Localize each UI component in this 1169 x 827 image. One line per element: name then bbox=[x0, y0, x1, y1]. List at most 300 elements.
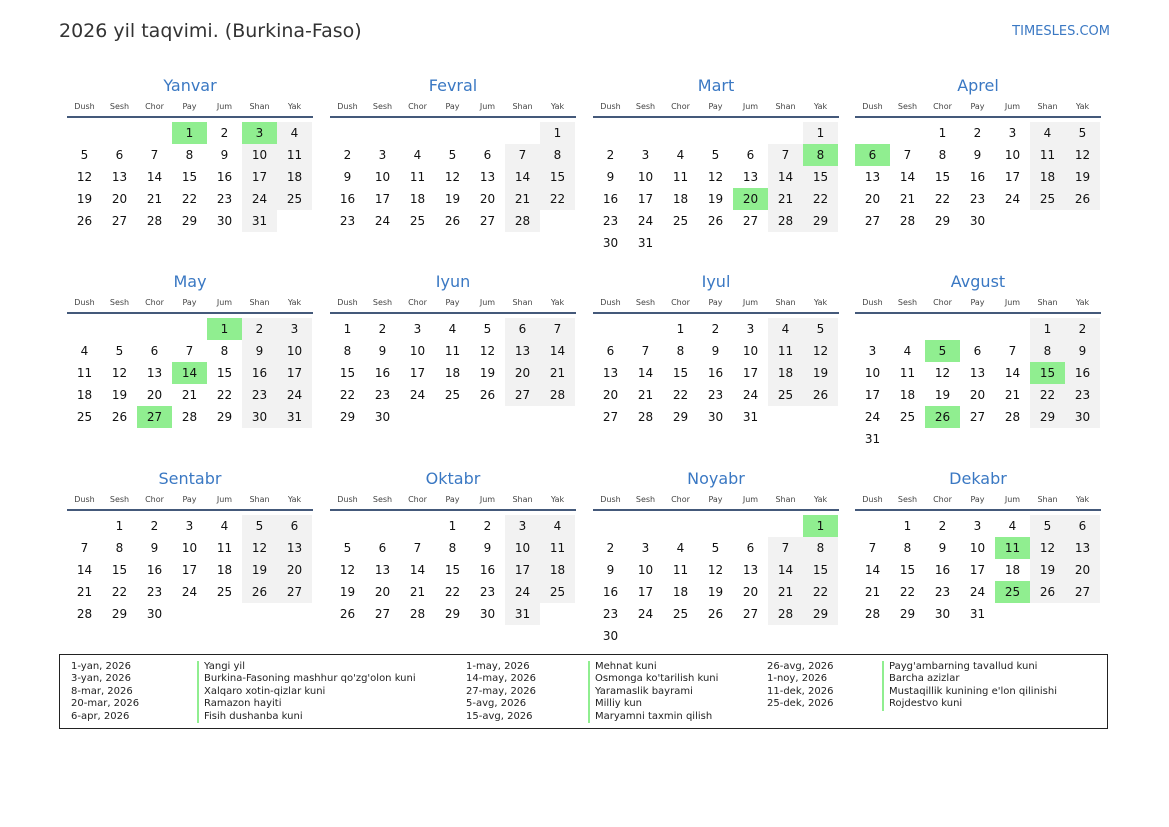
weekday-label: Pay bbox=[970, 298, 985, 307]
day-cell: 18 bbox=[76, 388, 93, 402]
day-cell: 3 bbox=[242, 122, 277, 144]
day-cell: 7 bbox=[1008, 344, 1017, 358]
weekday-label: Yak bbox=[813, 298, 828, 307]
day-cell: 1 bbox=[115, 519, 124, 533]
day-cell: 17 bbox=[1004, 170, 1021, 184]
holiday-name: Yaramaslik bayrami bbox=[588, 686, 693, 698]
day-cell: 17 bbox=[637, 585, 654, 599]
day-cell: 24 bbox=[409, 388, 426, 402]
month-name: Iyun bbox=[435, 272, 471, 291]
day-cell: 17 bbox=[864, 388, 881, 402]
day-cell: 8 bbox=[903, 541, 912, 555]
holiday-name: Mustaqillik kunining e'lon qilinishi bbox=[882, 686, 1057, 698]
day-cell: 17 bbox=[969, 563, 986, 577]
day-cell: 3 bbox=[641, 148, 650, 162]
day-cell: 24 bbox=[1004, 192, 1021, 206]
month-name: Mart bbox=[697, 76, 735, 95]
weekday-label: Yak bbox=[287, 495, 302, 504]
day-cell: 5 bbox=[711, 148, 720, 162]
day-cell: 19 bbox=[339, 585, 356, 599]
day-cell: 16 bbox=[146, 563, 163, 577]
weekday-label: Dush bbox=[337, 102, 358, 111]
day-cell: 16 bbox=[374, 366, 391, 380]
weekday-label: Dush bbox=[862, 495, 883, 504]
day-cell: 23 bbox=[242, 384, 277, 406]
day-cell: 11 bbox=[540, 537, 575, 559]
day-cell: 9 bbox=[938, 541, 947, 555]
weekday-label: Shan bbox=[1037, 298, 1058, 307]
day-cell: 31 bbox=[277, 406, 312, 428]
weekday-label: Jum bbox=[742, 102, 759, 111]
day-cell: 19 bbox=[1030, 559, 1065, 581]
day-cell: 13 bbox=[146, 366, 163, 380]
holiday-name: Barcha azizlar bbox=[882, 673, 959, 685]
weekday-label: Dush bbox=[600, 102, 621, 111]
day-cell: 12 bbox=[707, 563, 724, 577]
weekday-label: Pay bbox=[182, 102, 197, 111]
day-cell: 9 bbox=[711, 344, 720, 358]
day-cell: 27 bbox=[374, 607, 391, 621]
day-cell: 3 bbox=[641, 541, 650, 555]
day-cell: 17 bbox=[242, 166, 277, 188]
day-cell: 6 bbox=[746, 148, 755, 162]
day-cell: 9 bbox=[973, 148, 982, 162]
day-cell: 4 bbox=[413, 148, 422, 162]
weekday-label: Yak bbox=[813, 495, 828, 504]
day-cell: 6 bbox=[150, 344, 159, 358]
day-cell: 28 bbox=[899, 214, 916, 228]
day-cell: 29 bbox=[1030, 406, 1065, 428]
month-name: Iyul bbox=[701, 272, 731, 291]
day-cell: 16 bbox=[479, 563, 496, 577]
weekday-label: Sesh bbox=[372, 102, 393, 111]
day-cell: 17 bbox=[374, 192, 391, 206]
holiday-name: Yangi yil bbox=[197, 661, 245, 673]
weekday-label: Chor bbox=[145, 102, 164, 111]
day-cell: 24 bbox=[374, 214, 391, 228]
day-cell: 25 bbox=[216, 585, 233, 599]
day-cell: 29 bbox=[672, 410, 689, 424]
day-cell: 20 bbox=[374, 585, 391, 599]
holiday-name: Xalqaro xotin-qizlar kuni bbox=[197, 686, 325, 698]
day-cell: 3 bbox=[378, 148, 387, 162]
day-cell: 10 bbox=[242, 144, 277, 166]
brand-link[interactable]: TIMESLES.COM bbox=[1012, 24, 1110, 39]
day-cell: 1 bbox=[343, 322, 352, 336]
weekday-label: Shan bbox=[512, 298, 533, 307]
weekday-label: Chor bbox=[671, 102, 690, 111]
day-cell: 16 bbox=[216, 170, 233, 184]
weekday-label: Chor bbox=[933, 102, 952, 111]
day-cell: 19 bbox=[479, 366, 496, 380]
day-cell: 26 bbox=[479, 388, 496, 402]
day-cell: 8 bbox=[343, 344, 352, 358]
day-cell: 1 bbox=[1030, 318, 1065, 340]
day-cell: 14 bbox=[768, 559, 803, 581]
holiday-name: Osmonga ko'tarilish kuni bbox=[588, 673, 718, 685]
day-cell: 6 bbox=[277, 515, 312, 537]
weekday-label: Sesh bbox=[635, 298, 656, 307]
month-name: Oktabr bbox=[425, 469, 481, 488]
day-cell: 13 bbox=[277, 537, 312, 559]
day-cell: 30 bbox=[602, 236, 619, 250]
day-cell: 7 bbox=[641, 344, 650, 358]
day-cell: 10 bbox=[637, 170, 654, 184]
day-cell: 18 bbox=[1030, 166, 1065, 188]
day-cell: 29 bbox=[803, 210, 838, 232]
month-name: Noyabr bbox=[687, 469, 745, 488]
day-cell: 3 bbox=[185, 519, 194, 533]
day-cell: 6 bbox=[746, 541, 755, 555]
day-cell: 27 bbox=[479, 214, 496, 228]
weekday-header bbox=[330, 294, 576, 314]
weekday-header bbox=[855, 491, 1101, 511]
day-cell: 14 bbox=[540, 340, 575, 362]
weekday-label: Jum bbox=[742, 298, 759, 307]
day-cell: 29 bbox=[934, 214, 951, 228]
day-cell: 3 bbox=[746, 322, 755, 336]
weekday-label: Shan bbox=[512, 495, 533, 504]
day-cell: 9 bbox=[220, 148, 229, 162]
day-cell: 31 bbox=[505, 603, 540, 625]
day-cell: 26 bbox=[339, 607, 356, 621]
day-cell: 2 bbox=[220, 126, 229, 140]
day-cell: 21 bbox=[181, 388, 198, 402]
weekday-label: Sesh bbox=[635, 495, 656, 504]
weekday-label: Jum bbox=[216, 102, 233, 111]
day-cell: 2 bbox=[606, 148, 615, 162]
weekday-label: Yak bbox=[287, 298, 302, 307]
weekday-label: Pay bbox=[708, 495, 723, 504]
day-cell: 20 bbox=[1065, 559, 1100, 581]
day-cell: 10 bbox=[637, 563, 654, 577]
day-cell: 14 bbox=[899, 170, 916, 184]
day-cell: 2 bbox=[606, 541, 615, 555]
day-cell: 18 bbox=[672, 192, 689, 206]
day-cell: 2 bbox=[150, 519, 159, 533]
weekday-header bbox=[855, 98, 1101, 118]
day-cell: 15 bbox=[803, 559, 838, 581]
holiday-date: 27-may, 2026 bbox=[466, 685, 536, 697]
day-cell: 8 bbox=[803, 144, 838, 166]
day-cell: 29 bbox=[339, 410, 356, 424]
day-cell: 29 bbox=[216, 410, 233, 424]
day-cell: 8 bbox=[115, 541, 124, 555]
day-cell: 10 bbox=[1004, 148, 1021, 162]
day-cell: 19 bbox=[803, 362, 838, 384]
day-cell: 21 bbox=[637, 388, 654, 402]
day-cell: 25 bbox=[76, 410, 93, 424]
weekday-header bbox=[593, 294, 839, 314]
day-cell: 16 bbox=[602, 585, 619, 599]
day-cell: 12 bbox=[111, 366, 128, 380]
weekday-label: Sesh bbox=[897, 495, 918, 504]
month-fevral bbox=[330, 74, 576, 228]
day-cell: 10 bbox=[742, 344, 759, 358]
weekday-label: Dush bbox=[862, 102, 883, 111]
day-cell: 21 bbox=[540, 362, 575, 384]
day-cell: 14 bbox=[1004, 366, 1021, 380]
month-sentabr bbox=[67, 467, 313, 621]
day-cell: 29 bbox=[803, 603, 838, 625]
day-cell: 8 bbox=[185, 148, 194, 162]
day-cell: 15 bbox=[181, 170, 198, 184]
day-cell: 23 bbox=[1065, 384, 1100, 406]
weekday-label: Jum bbox=[742, 495, 759, 504]
day-cell: 16 bbox=[707, 366, 724, 380]
day-cell: 26 bbox=[444, 214, 461, 228]
weekday-label: Sesh bbox=[635, 102, 656, 111]
day-cell: 2 bbox=[711, 322, 720, 336]
month-name: May bbox=[173, 272, 207, 291]
day-cell: 15 bbox=[540, 166, 575, 188]
weekday-label: Yak bbox=[1075, 298, 1090, 307]
day-cell: 13 bbox=[479, 170, 496, 184]
day-cell: 5 bbox=[711, 541, 720, 555]
day-cell: 30 bbox=[1065, 406, 1100, 428]
weekday-label: Dush bbox=[600, 298, 621, 307]
weekday-label: Jum bbox=[216, 298, 233, 307]
holiday-legend bbox=[59, 654, 1108, 729]
day-cell: 20 bbox=[733, 188, 768, 210]
day-cell: 13 bbox=[111, 170, 128, 184]
day-cell: 5 bbox=[242, 515, 277, 537]
day-cell: 4 bbox=[676, 148, 685, 162]
weekday-label: Sesh bbox=[109, 298, 130, 307]
day-cell: 5 bbox=[343, 541, 352, 555]
weekday-label: Shan bbox=[775, 102, 796, 111]
day-cell: 12 bbox=[803, 340, 838, 362]
day-cell: 3 bbox=[277, 318, 312, 340]
day-cell: 26 bbox=[111, 410, 128, 424]
day-cell: 16 bbox=[339, 192, 356, 206]
holiday-date: 6-apr, 2026 bbox=[71, 710, 130, 722]
day-cell: 26 bbox=[76, 214, 93, 228]
day-cell: 27 bbox=[969, 410, 986, 424]
day-cell: 7 bbox=[185, 344, 194, 358]
day-cell: 22 bbox=[672, 388, 689, 402]
day-cell: 31 bbox=[637, 236, 654, 250]
day-cell: 12 bbox=[76, 170, 93, 184]
weekday-label: Jum bbox=[1004, 298, 1021, 307]
holiday-name: Milliy kun bbox=[588, 698, 642, 710]
day-cell: 6 bbox=[378, 541, 387, 555]
weekday-label: Pay bbox=[445, 102, 460, 111]
day-cell: 21 bbox=[505, 188, 540, 210]
day-cell: 11 bbox=[409, 170, 426, 184]
day-cell: 23 bbox=[602, 214, 619, 228]
weekday-header bbox=[67, 491, 313, 511]
day-cell: 4 bbox=[220, 519, 229, 533]
holiday-date: 15-avg, 2026 bbox=[466, 710, 533, 722]
day-cell: 3 bbox=[505, 515, 540, 537]
weekday-label: Dush bbox=[74, 298, 95, 307]
day-cell: 24 bbox=[637, 607, 654, 621]
day-cell: 15 bbox=[339, 366, 356, 380]
day-cell: 18 bbox=[216, 563, 233, 577]
holiday-date: 1-noy, 2026 bbox=[767, 673, 828, 685]
day-cell: 22 bbox=[803, 581, 838, 603]
holiday-date: 1-yan, 2026 bbox=[71, 661, 131, 672]
day-cell: 22 bbox=[540, 188, 575, 210]
day-cell: 3 bbox=[413, 322, 422, 336]
day-cell: 16 bbox=[934, 563, 951, 577]
weekday-label: Sesh bbox=[897, 298, 918, 307]
weekday-label: Jum bbox=[479, 495, 496, 504]
weekday-label: Shan bbox=[249, 495, 270, 504]
month-dekabr bbox=[855, 467, 1101, 621]
day-cell: 21 bbox=[146, 192, 163, 206]
day-cell: 2 bbox=[378, 322, 387, 336]
day-cell: 11 bbox=[277, 144, 312, 166]
day-cell: 12 bbox=[479, 344, 496, 358]
day-cell: 21 bbox=[409, 585, 426, 599]
weekday-label: Pay bbox=[970, 495, 985, 504]
weekday-label: Pay bbox=[708, 102, 723, 111]
day-cell: 12 bbox=[1065, 144, 1100, 166]
day-cell: 13 bbox=[602, 366, 619, 380]
day-cell: 15 bbox=[1030, 362, 1065, 384]
weekday-label: Pay bbox=[182, 298, 197, 307]
day-cell: 28 bbox=[505, 210, 540, 232]
day-cell: 23 bbox=[602, 607, 619, 621]
day-cell: 15 bbox=[216, 366, 233, 380]
day-cell: 10 bbox=[181, 541, 198, 555]
day-cell: 8 bbox=[448, 541, 457, 555]
weekday-label: Pay bbox=[445, 495, 460, 504]
day-cell: 4 bbox=[903, 344, 912, 358]
holiday-date: 25-dek, 2026 bbox=[767, 698, 834, 710]
day-cell: 24 bbox=[864, 410, 881, 424]
day-cell: 18 bbox=[768, 362, 803, 384]
day-cell: 27 bbox=[864, 214, 881, 228]
day-cell: 1 bbox=[448, 519, 457, 533]
day-cell: 11 bbox=[1030, 144, 1065, 166]
day-cell: 4 bbox=[1008, 519, 1017, 533]
day-cell: 21 bbox=[1004, 388, 1021, 402]
day-cell: 15 bbox=[672, 366, 689, 380]
day-cell: 24 bbox=[505, 581, 540, 603]
weekday-label: Pay bbox=[182, 495, 197, 504]
day-cell: 16 bbox=[1065, 362, 1100, 384]
holiday-date: 20-mar, 2026 bbox=[71, 698, 140, 710]
day-cell: 17 bbox=[742, 366, 759, 380]
day-cell: 25 bbox=[768, 384, 803, 406]
day-cell: 5 bbox=[925, 340, 960, 362]
day-cell: 14 bbox=[864, 563, 881, 577]
day-cell: 6 bbox=[855, 144, 890, 166]
day-cell: 4 bbox=[277, 122, 312, 144]
day-cell: 2 bbox=[938, 519, 947, 533]
day-cell: 30 bbox=[934, 607, 951, 621]
weekday-label: Shan bbox=[249, 102, 270, 111]
day-cell: 5 bbox=[80, 148, 89, 162]
day-cell: 19 bbox=[444, 192, 461, 206]
day-cell: 6 bbox=[973, 344, 982, 358]
weekday-label: Yak bbox=[1075, 495, 1090, 504]
day-cell: 11 bbox=[672, 563, 689, 577]
day-cell: 26 bbox=[925, 406, 960, 428]
day-cell: 17 bbox=[505, 559, 540, 581]
weekday-label: Shan bbox=[775, 495, 796, 504]
day-cell: 5 bbox=[1065, 122, 1100, 144]
day-cell: 9 bbox=[378, 344, 387, 358]
day-cell: 9 bbox=[1065, 340, 1100, 362]
day-cell: 3 bbox=[973, 519, 982, 533]
day-cell: 15 bbox=[934, 170, 951, 184]
day-cell: 20 bbox=[742, 585, 759, 599]
weekday-label: Chor bbox=[933, 298, 952, 307]
day-cell: 17 bbox=[637, 192, 654, 206]
day-cell: 22 bbox=[1030, 384, 1065, 406]
day-cell: 26 bbox=[707, 214, 724, 228]
day-cell: 3 bbox=[1008, 126, 1017, 140]
day-cell: 7 bbox=[413, 541, 422, 555]
day-cell: 25 bbox=[409, 214, 426, 228]
day-cell: 14 bbox=[146, 170, 163, 184]
day-cell: 11 bbox=[216, 541, 233, 555]
weekday-label: Yak bbox=[813, 102, 828, 111]
weekday-label: Pay bbox=[708, 298, 723, 307]
day-cell: 28 bbox=[768, 603, 803, 625]
day-cell: 8 bbox=[540, 144, 575, 166]
day-cell: 5 bbox=[803, 318, 838, 340]
month-name: Fevral bbox=[428, 76, 478, 95]
weekday-label: Pay bbox=[970, 102, 985, 111]
day-cell: 16 bbox=[242, 362, 277, 384]
day-cell: 3 bbox=[868, 344, 877, 358]
day-cell: 19 bbox=[707, 192, 724, 206]
weekday-label: Yak bbox=[1075, 102, 1090, 111]
holiday-name: Fisih dushanba kuni bbox=[197, 711, 303, 723]
day-cell: 19 bbox=[1065, 166, 1100, 188]
day-cell: 4 bbox=[448, 322, 457, 336]
weekday-header bbox=[330, 98, 576, 118]
day-cell: 5 bbox=[115, 344, 124, 358]
day-cell: 24 bbox=[637, 214, 654, 228]
weekday-header bbox=[67, 294, 313, 314]
month-mart bbox=[593, 74, 839, 250]
day-cell: 1 bbox=[903, 519, 912, 533]
day-cell: 11 bbox=[995, 537, 1030, 559]
weekday-label: Jum bbox=[1004, 495, 1021, 504]
day-cell: 25 bbox=[277, 188, 312, 210]
day-cell: 19 bbox=[76, 192, 93, 206]
weekday-label: Sesh bbox=[897, 102, 918, 111]
day-cell: 1 bbox=[803, 515, 838, 537]
day-cell: 15 bbox=[803, 166, 838, 188]
day-cell: 13 bbox=[374, 563, 391, 577]
weekday-header bbox=[855, 294, 1101, 314]
weekday-label: Shan bbox=[1037, 102, 1058, 111]
weekday-label: Yak bbox=[550, 298, 565, 307]
holiday-date: 14-may, 2026 bbox=[466, 673, 536, 685]
day-cell: 4 bbox=[1030, 122, 1065, 144]
day-cell: 20 bbox=[479, 192, 496, 206]
day-cell: 14 bbox=[768, 166, 803, 188]
day-cell: 15 bbox=[444, 563, 461, 577]
day-cell: 21 bbox=[899, 192, 916, 206]
day-cell: 17 bbox=[277, 362, 312, 384]
day-cell: 31 bbox=[242, 210, 277, 232]
day-cell: 6 bbox=[115, 148, 124, 162]
weekday-label: Dush bbox=[337, 298, 358, 307]
day-cell: 7 bbox=[768, 537, 803, 559]
weekday-label: Dush bbox=[862, 298, 883, 307]
day-cell: 12 bbox=[934, 366, 951, 380]
day-cell: 7 bbox=[903, 148, 912, 162]
weekday-label: Dush bbox=[337, 495, 358, 504]
